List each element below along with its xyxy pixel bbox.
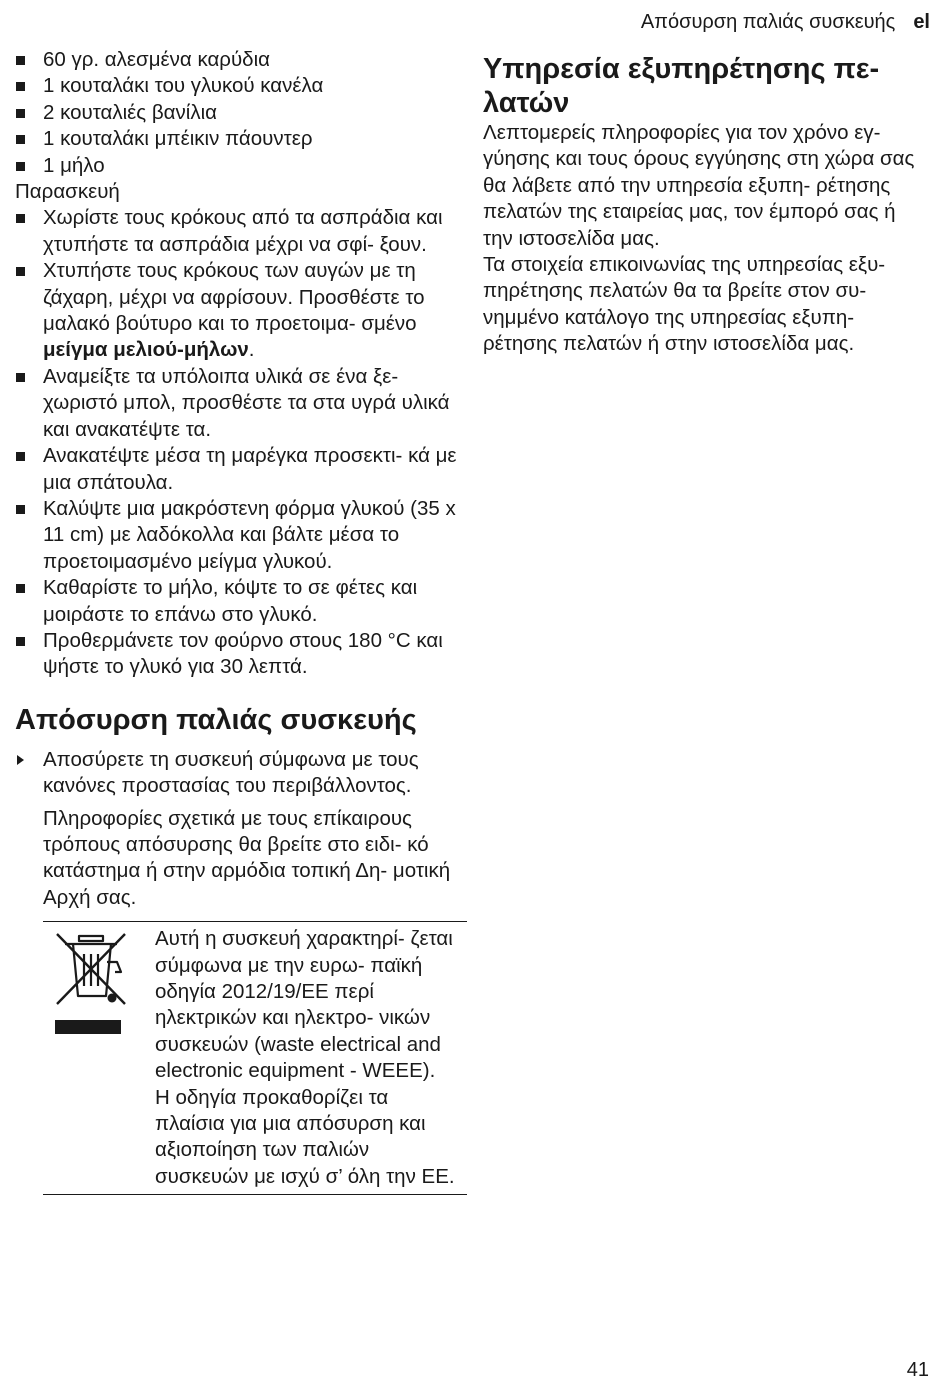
left-column [15,47,467,1195]
step-end: . [248,338,255,362]
customer-service-heading: Υπηρεσία εξυπηρέτησης πε- λατών [483,53,880,119]
list-item: 2 κουταλιές βανίλια [15,100,467,126]
weee-text [155,926,455,1190]
running-header [641,8,930,36]
preparation-label: Παρασκευή [15,180,120,204]
disposal-heading: Απόσυρση παλιάς συσκευής [15,703,417,736]
list-item: Προθερμάνετε τον φούρνο στους 180 °C και ψήστε το γλυκό για 30 λεπτά. [15,628,467,681]
list-item: Καλύψτε μια μακρόστενη φόρμα γλυκού (35 x 11 cm) με λαδόκολλα και βάλτε μέσα το προετοιμασμένο μείγμα γλυκού. [15,496,467,575]
weee-icon-cell [43,926,155,1190]
step-text: Χτυπήστε τους κρόκους των αυγών με τη ζάχαρη, μέχρι να αφρίσουν. Προσθέστε το μαλακό βούτυρο και το προετοιμα- σμένο [43,259,425,336]
list-item: Ανακατέψτε μέσα τη μαρέγκα προσεκτι- κά με μια σπάτουλα. [15,443,467,496]
weee-notice-box [43,921,467,1195]
list-item: Χωρίστε τους κρόκους από τα ασπράδια και χτυπήστε τα ασπράδια μέχρι να σφί- ξουν. [15,205,467,258]
list-item: Αναμείξτε τα υπόλοιπα υλικά σε ένα ξε- χωριστό μπολ, προσθέστε τα στα υγρά υλικά και ανακατέψτε τα. [15,364,467,443]
preparation-steps [15,205,467,680]
customer-service-paragraph-2: Τα στοιχεία επικοινωνίας της υπηρεσίας εξυ- πηρέτησης πελατών θα τα βρείτε στον συ- νημμένο κατάλογο της υπηρεσίας εξυπη- ρέτησης πελατών ή στην ιστοσελίδα μας. [483,253,886,356]
header-section-title: Απόσυρση παλιάς συσκευής [640,11,896,33]
weee-text-2: Η οδηγία προκαθορίζει τα πλαίσια για μια απόσυρση και αξιοποίηση των παλιών συσκευών με ισχύ σ’ όλη την ΕΕ. [155,1085,455,1188]
customer-service-paragraph-1: Λεπτομερείς πληροφορίες για τον χρόνο εγ- γύησης και τους όρους εγγύησης στη χώρα σας θα λάβετε από την υπηρεσία εξυπη- ρέτησης πελατών της εταιρείας μας, τον έμπορό σας ή την ιστοσελίδα μας. [483,121,915,250]
list-item: 1 μήλο [15,153,467,179]
disposal-instructions [15,747,467,800]
right-column [483,52,931,358]
list-item: Καθαρίστε το μήλο, κόψτε το σε φέτες και μοιράστε το επάνω στο γλυκό. [15,575,467,628]
list-item: 1 κουταλάκι μπέικιν πάουντερ [15,126,467,152]
list-item: 1 κουταλάκι του γλυκού κανέλα [15,73,467,99]
list-item: Αποσύρετε τη συσκευή σύμφωνα με τους κανόνες προστασίας του περιβάλλοντος. [15,747,467,800]
disposal-info: Πληροφορίες σχετικά με τους επίκαιρους τρόπους απόσυρσης θα βρείτε στο ειδι- κό κατάστημα ή στην αρμόδια τοπική Δη- μοτική Αρχή σας. [43,806,451,909]
weee-text-1: Αυτή η συσκευή χαρακτηρί- ζεται σύμφωνα με την ευρω- παϊκή οδηγία 2012/19/ΕΕ περί ηλεκτρικών και ηλεκτρο- νικών συσκευών (waste electrical and electronic equipment - WEEE). [155,927,453,1083]
ingredient-list [15,47,467,179]
list-item [15,258,467,364]
crossed-out-wheelie-bin-icon [51,932,131,1042]
step-bold-text: μείγμα μελιού-μήλων [43,338,249,362]
header-language-code: el [913,11,930,33]
list-item: 60 γρ. αλεσμένα καρύδια [15,47,467,73]
page-number: 41 [906,1359,929,1381]
